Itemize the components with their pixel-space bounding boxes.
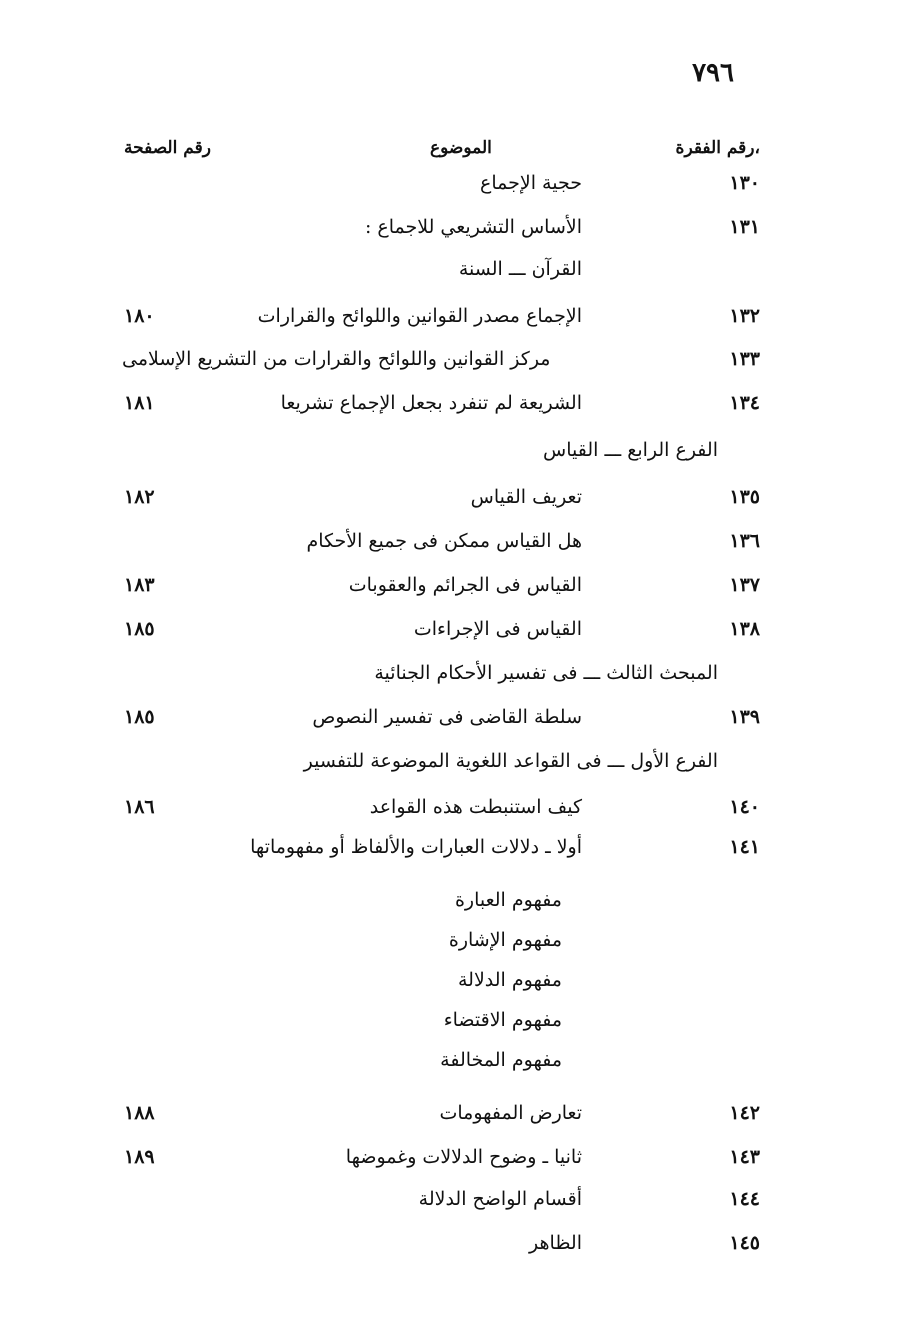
topic-text: أقسام الواضح الدلالة: [418, 1188, 582, 1210]
topic-text: حجية الإجماع: [480, 172, 582, 194]
page-reference: ١٨٦: [124, 796, 155, 818]
paragraph-number: ١٤١: [729, 836, 760, 858]
toc-row: [0, 530, 900, 560]
toc-row: [0, 706, 900, 736]
toc-row: [0, 574, 900, 604]
subitem-text: مفهوم العبارة: [454, 889, 562, 911]
topic-text: القرآن ـــ السنة: [458, 258, 582, 280]
toc-row: [0, 392, 900, 422]
toc-section-heading: [0, 662, 900, 692]
toc-row: [0, 172, 900, 202]
toc-row: [0, 796, 900, 826]
header-topic: الموضوع: [430, 138, 492, 158]
topic-text: أولا ـ دلالات العبارات والألفاظ أو مفهوماتها: [250, 836, 582, 858]
topic-text: ثانيا ـ وضوح الدلالات وغموضها: [345, 1146, 582, 1168]
paragraph-number: ١٣٩: [729, 706, 760, 728]
topic-text: القياس فى الجرائم والعقوبات: [348, 574, 582, 596]
paragraph-number: ١٤٤: [729, 1188, 760, 1210]
subitem-text: مفهوم المخالفة: [440, 1049, 562, 1071]
section-heading-text: الفرع الأول ـــ فى القواعد اللغوية الموضوعة للتفسير: [303, 750, 718, 772]
header-page-number: رقم الصفحة: [124, 138, 211, 158]
toc-row: [0, 348, 900, 378]
toc-row: [0, 1102, 900, 1132]
topic-text: الإجماع مصدر القوانين واللوائح والقرارات: [257, 305, 582, 327]
toc-row: [0, 1188, 900, 1218]
toc-row: [0, 258, 900, 288]
toc-row: [0, 216, 900, 246]
topic-text: القياس فى الإجراءات: [413, 618, 582, 640]
topic-text: كيف استنبطت هذه القواعد: [369, 796, 582, 818]
toc-row: [0, 486, 900, 516]
page-reference: ١٨٠: [124, 305, 155, 327]
toc-row: [0, 1232, 900, 1262]
toc-section-heading: [0, 750, 900, 780]
toc-subitem: [0, 889, 900, 919]
topic-text: الشريعة لم تنفرد بجعل الإجماع تشريعا: [280, 392, 582, 414]
paragraph-number: ١٣٣: [729, 348, 760, 370]
toc-subitem: [0, 1049, 900, 1079]
toc-row: [0, 305, 900, 335]
paragraph-number: ١٣١: [729, 216, 760, 238]
paragraph-number: ١٣٧: [729, 574, 760, 596]
paragraph-number: ١٤٢: [729, 1102, 760, 1124]
page-reference: ١٨٥: [124, 618, 155, 640]
subitem-text: مفهوم الاقتضاء: [443, 1009, 562, 1031]
topic-text: مركز القوانين واللوائح والقرارات من التشريع الإسلامى: [122, 348, 551, 370]
topic-text: هل القياس ممكن فى جميع الأحكام: [306, 530, 582, 552]
subitem-text: مفهوم الدلالة: [457, 969, 562, 991]
topic-text: تعريف القياس: [470, 486, 582, 508]
paragraph-number: ١٣٤: [729, 392, 760, 414]
section-heading-text: الفرع الرابع ـــ القياس: [543, 439, 718, 461]
toc-subitem: [0, 1009, 900, 1039]
topic-text: الظاهر: [529, 1232, 582, 1254]
toc-row: [0, 1146, 900, 1176]
paragraph-number: ١٤٠: [729, 796, 760, 818]
toc-row: [0, 618, 900, 648]
page-reference: ١٨٨: [124, 1102, 155, 1124]
paragraph-number: ١٤٣: [729, 1146, 760, 1168]
page-reference: ١٨٩: [124, 1146, 155, 1168]
page-reference: ١٨٥: [124, 706, 155, 728]
paragraph-number: ١٣٥: [729, 486, 760, 508]
toc-section-heading: [0, 439, 900, 469]
toc-row: [0, 836, 900, 866]
page-number: ٧٩٦: [692, 58, 734, 88]
topic-text: الأساس التشريعي للاجماع :: [364, 216, 582, 238]
toc-subitem: [0, 969, 900, 999]
topic-text: سلطة القاضى فى تفسير النصوص: [312, 706, 582, 728]
topic-text: تعارض المفهومات: [439, 1102, 582, 1124]
header-paragraph-number: ،رقم الفقرة: [675, 138, 760, 158]
paragraph-number: ١٣٠: [729, 172, 760, 194]
page-reference: ١٨٣: [124, 574, 155, 596]
subitem-text: مفهوم الإشارة: [448, 929, 562, 951]
page-reference: ١٨١: [124, 392, 155, 414]
paragraph-number: ١٣٢: [729, 305, 760, 327]
toc-subitem: [0, 929, 900, 959]
page-reference: ١٨٢: [124, 486, 155, 508]
paragraph-number: ١٤٥: [729, 1232, 760, 1254]
section-heading-text: المبحث الثالث ـــ فى تفسير الأحكام الجنائية: [374, 662, 718, 684]
paragraph-number: ١٣٨: [729, 618, 760, 640]
paragraph-number: ١٣٦: [729, 530, 760, 552]
